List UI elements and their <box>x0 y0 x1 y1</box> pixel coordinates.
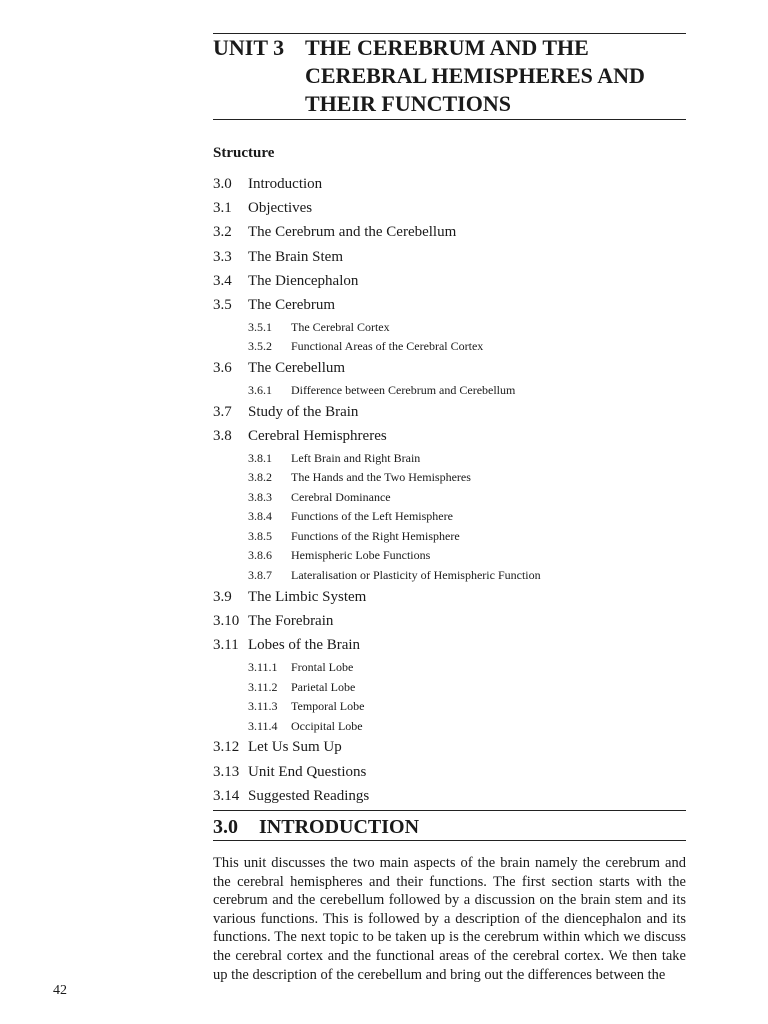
intro-paragraph: This unit discusses the two main aspects of the brain namely the cerebrum and the cerebral hemispheres and their functions. The first section starts with the cerebrum and the cerebellum followed by a discussion on the brain stem and its various functions. This is followed by a description of the diencephalon and its functions. The next topic to be taken up is the cerebrum within which we discuss the cerebral cortex and the functional areas of the cerebral cortex. We then take up the description of the cerebellum and bring out the differences between the <box>213 855 686 983</box>
toc-entry-label: The Hands and the Two Hemispheres <box>291 470 471 485</box>
unit-title-line: THE CEREBRUM AND THE <box>305 35 589 60</box>
toc-entry <box>213 400 686 424</box>
toc-entry <box>213 609 686 633</box>
toc-entry-label: The Cerebellum <box>248 360 346 377</box>
toc-entry-label: Left Brain and Right Brain <box>291 450 421 465</box>
unit-label: UNIT 3 <box>213 35 285 60</box>
toc-subentry <box>213 716 686 736</box>
toc-entry-label: The Forebrain <box>248 612 334 629</box>
structure-heading: Structure <box>213 145 275 161</box>
toc-entry-label: Hemispheric Lobe Functions <box>291 548 431 563</box>
section-number: 3.0 <box>213 816 238 838</box>
section-heading <box>213 814 419 840</box>
toc-entry-label: Parietal Lobe <box>291 679 356 694</box>
toc-subentry <box>213 507 686 527</box>
toc-entry <box>213 356 686 380</box>
unit-title-line: CEREBRAL HEMISPHERES AND <box>305 63 645 88</box>
toc-entry-label: Cerebral Hemisphreres <box>248 428 387 445</box>
toc-entry <box>213 633 686 657</box>
toc-entry-label: Objectives <box>248 200 313 217</box>
toc-entry-number: 3.8.5 <box>248 528 272 543</box>
toc-entry-label: Suggested Readings <box>248 787 370 804</box>
toc-entry <box>213 424 686 448</box>
toc-subentry <box>213 546 686 566</box>
toc-entry-label: Functional Areas of the Cerebral Cortex <box>291 339 484 354</box>
toc-entry-label: Cerebral Dominance <box>291 489 391 504</box>
toc-entry-label: Let Us Sum Up <box>248 739 342 756</box>
toc-entry-number: 3.5.2 <box>248 339 272 354</box>
toc-entry-number: 3.5 <box>213 297 232 314</box>
toc-entry-label: The Limbic System <box>248 588 367 605</box>
toc-entry-number: 3.8.1 <box>248 450 272 465</box>
toc-entry-label: The Cerebrum and the Cerebellum <box>248 224 457 241</box>
toc-entry-label: The Brain Stem <box>248 248 343 265</box>
unit-title-line: THEIR FUNCTIONS <box>305 91 511 116</box>
toc-entry <box>213 759 686 783</box>
toc-entry-number: 3.8.6 <box>248 548 272 563</box>
toc-entry-label: Introduction <box>248 176 323 193</box>
toc-subentry <box>213 317 686 337</box>
toc-entry-number: 3.12 <box>213 739 240 756</box>
toc-entry <box>213 220 686 244</box>
toc-entry-number: 3.11.4 <box>248 718 278 733</box>
toc-entry-label: The Diencephalon <box>248 272 359 289</box>
unit-title-text <box>305 34 686 118</box>
toc-entry-number: 3.8 <box>213 428 232 445</box>
toc-entry <box>213 585 686 609</box>
title-bottom-rule <box>213 119 686 120</box>
toc-entry-number: 3.8.7 <box>248 567 272 582</box>
section-bottom-rule <box>213 840 686 841</box>
toc-entry-label: Functions of the Left Hemisphere <box>291 509 453 524</box>
toc-entry-number: 3.4 <box>213 272 232 289</box>
toc-subentry <box>213 468 686 488</box>
toc-entry-label: Unit End Questions <box>248 763 367 780</box>
toc-entry <box>213 293 686 317</box>
toc-entry-number: 3.8.4 <box>248 509 272 524</box>
toc-entry-label: Lobes of the Brain <box>248 637 361 654</box>
toc-entry <box>213 245 686 269</box>
toc-entry-label: Difference between Cerebrum and Cerebellum <box>291 383 516 398</box>
toc-entry <box>213 269 686 293</box>
toc-entry <box>213 196 686 220</box>
toc-entry-label: Occipital Lobe <box>291 718 363 733</box>
toc-subentry <box>213 565 686 585</box>
toc-subentry <box>213 526 686 546</box>
toc-entry-label: The Cerebrum <box>248 297 336 314</box>
toc-entry-number: 3.11.1 <box>248 660 278 674</box>
toc-subentry <box>213 448 686 468</box>
toc-entry-number: 3.5.1 <box>248 319 272 334</box>
toc-entry-number: 3.8.3 <box>248 489 272 504</box>
toc-entry-number: 3.3 <box>213 248 232 265</box>
toc-subentry <box>213 337 686 357</box>
section-title: INTRODUCTION <box>259 816 420 838</box>
toc-entry-number: 3.11.3 <box>248 699 278 713</box>
toc-entry-number: 3.1 <box>213 200 232 217</box>
toc-entry-number: 3.14 <box>213 787 240 804</box>
toc-entry <box>213 172 686 196</box>
toc-entry-number: 3.7 <box>213 403 232 420</box>
section-top-rule <box>213 810 686 811</box>
page-number: 42 <box>53 983 67 998</box>
toc-subentry <box>213 380 686 400</box>
toc-entry-number: 3.9 <box>213 588 232 605</box>
toc-entry-number: 3.2 <box>213 224 232 241</box>
toc-entry-number: 3.6 <box>213 360 232 377</box>
toc-entry-number: 3.11.2 <box>248 679 278 694</box>
toc-subentry <box>213 696 686 716</box>
toc-entry-label: The Cerebral Cortex <box>291 319 390 334</box>
table-of-contents <box>213 172 686 808</box>
toc-subentry <box>213 677 686 697</box>
toc-entry <box>213 784 686 808</box>
toc-subentry <box>213 487 686 507</box>
toc-entry-label: Frontal Lobe <box>291 660 354 674</box>
toc-entry-label: Study of the Brain <box>248 403 359 420</box>
toc-entry-number: 3.8.2 <box>248 470 272 485</box>
unit-title <box>213 34 686 118</box>
toc-entry-label: Functions of the Right Hemisphere <box>291 528 460 543</box>
toc-entry-number: 3.0 <box>213 176 232 193</box>
toc-entry-number: 3.11 <box>213 637 239 654</box>
toc-entry-number: 3.6.1 <box>248 383 272 398</box>
toc-entry-number: 3.13 <box>213 763 240 780</box>
toc-entry-label: Temporal Lobe <box>291 699 365 713</box>
toc-subentry <box>213 657 686 677</box>
toc-entry-number: 3.10 <box>213 612 240 629</box>
toc-entry-label: Lateralisation or Plasticity of Hemispheric Function <box>291 567 541 582</box>
toc-entry <box>213 735 686 759</box>
